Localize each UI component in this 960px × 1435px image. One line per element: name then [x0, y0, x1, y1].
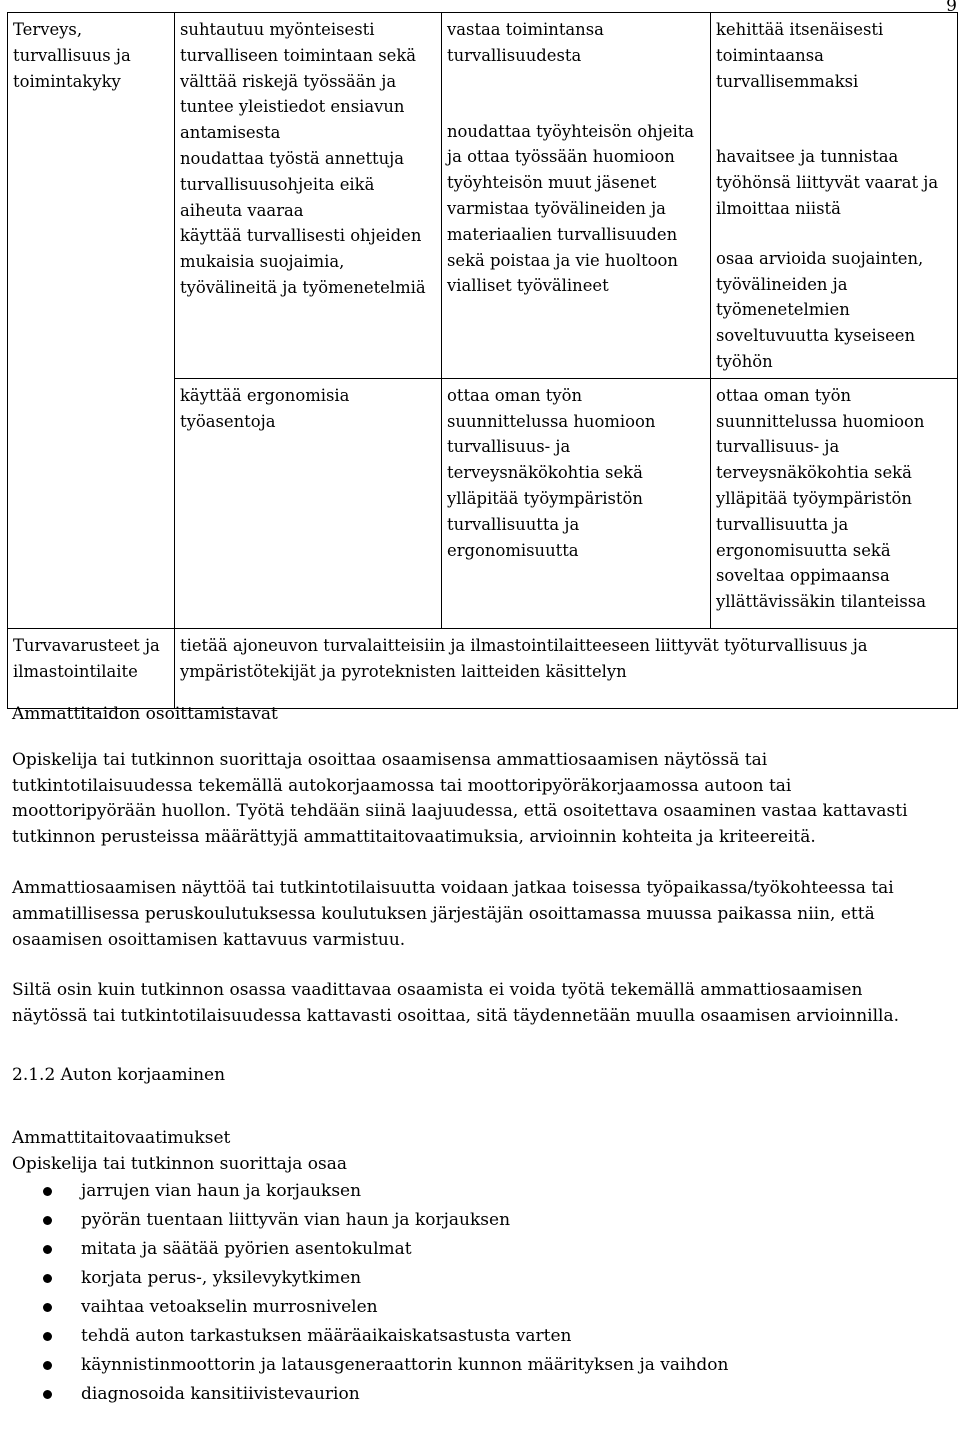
list-item-text: pyörän tuentaan liittyvän vian haun ja korjauksen: [81, 1210, 511, 1231]
criterion-text: osaa arvioida suojainten, työvälineiden ja työmenetelmien soveltuvuutta kyseiseen työhön: [716, 248, 924, 371]
topic-label: Terveys, turvallisuus ja toimintakyky: [13, 20, 131, 91]
table-cell: [442, 13, 711, 379]
criterion-text: suhtautuu myönteisesti turvalliseen toimintaan sekä välttää riskejä työssään ja tuntee yleistiedot ensiavun antamisesta: [180, 20, 417, 143]
topic-cell: [8, 628, 175, 708]
bullet-icon: [43, 1216, 52, 1225]
list-item-text: korjata perus-, yksilevykytkimen: [81, 1268, 362, 1289]
bullet-icon: [43, 1274, 52, 1283]
requirements-heading: Ammattitaitovaatimukset: [12, 1127, 231, 1148]
list-item: [12, 1322, 940, 1351]
criterion-text: ottaa oman työn suunnittelussa huomioon turvallisuus- ja terveysnäkökohtia sekä ylläpitää työympäristön turvallisuutta ja ergonomisuutta: [447, 385, 656, 560]
list-item-text: vaihtaa vetoakselin murrosnivelen: [81, 1297, 378, 1318]
list-item: [12, 1235, 940, 1264]
table-cell: [711, 13, 958, 379]
table-cell: [175, 13, 442, 379]
table-cell: [175, 378, 442, 628]
section-label: Ammattitaidon osoittamistavat: [12, 704, 278, 724]
criterion-text: varmistaa työvälineiden ja materiaalien turvallisuuden sekä poistaa ja vie huoltoon vialliset työvälineet: [447, 198, 678, 296]
list-item-text: käynnistinmoottorin ja latausgeneraattorin kunnon määrityksen ja vaihdon: [81, 1355, 729, 1376]
criterion-text: ottaa oman työn suunnittelussa huomioon turvallisuus- ja terveysnäkökohtia sekä ylläpitää työympäristön turvallisuutta ja ergonomisuutta sekä soveltaa oppimaansa yllättävissäkin tilanteissa: [716, 385, 927, 612]
criterion-text: kehittää itsenäisesti toimintaansa turvallisemmaksi: [716, 20, 884, 91]
criterion-text: vastaa toimintansa turvallisuudesta: [447, 20, 604, 65]
bullet-icon: [43, 1245, 52, 1254]
list-item: [12, 1177, 940, 1206]
list-item: [12, 1206, 940, 1235]
table-row: [8, 628, 958, 708]
bullet-icon: [43, 1332, 52, 1341]
body-paragraph: Ammattiosaamisen näyttöä tai tutkintotilaisuutta voidaan jatkaa toisessa työpaikassa/työkohteessa tai ammatillisessa peruskoulutuksessa koulutuksen järjestäjän osoittamassa muussa paikassa niin, että osaamisen osoittamisen kattavuus varmistuu.: [12, 877, 894, 950]
list-item: [12, 1351, 940, 1380]
criterion-text: käyttää turvallisesti ohjeiden mukaisia suojaimia, työvälineitä ja työmenetelmiä: [180, 226, 426, 297]
criterion-text: käyttää ergonomisia työasentoja: [180, 385, 350, 431]
criterion-text: tietää ajoneuvon turvalaitteisiin ja ilmastointilaitteeseen liittyvät työturvallisuus ja ympäristötekijät ja pyroteknisten laitteiden käsittelyn: [180, 635, 868, 681]
list-item: [12, 1264, 940, 1293]
topic-cell: [8, 13, 175, 629]
list-item-text: tehdä auton tarkastuksen määräaikaiskatsastusta varten: [81, 1326, 572, 1347]
bullet-icon: [43, 1303, 52, 1312]
bullet-icon: [43, 1187, 52, 1196]
list-item-text: mitata ja säätää pyörien asentokulmat: [81, 1239, 412, 1260]
document-body: [12, 702, 940, 1409]
body-paragraph: Siltä osin kuin tutkinnon osassa vaadittavaa osaamista ei voida työtä tekemällä ammattiosaamisen näytössä tai tutkintotilaisuudessa kattavasti osoittaa, sitä täydennetään muulla osaamisen arvioinnilla.: [12, 980, 900, 1027]
list-item-text: diagnosoida kansitiivistevaurion: [81, 1384, 360, 1405]
body-paragraph: Opiskelija tai tutkinnon suorittaja osoittaa osaamisensa ammattiosaamisen näytössä tai tutkintotilaisuudessa tekemällä autokorjaamossa tai moottoripyöräkorjaamossa autoon tai moottoripyörään huollon. Työtä tehdään siinä laajuudessa, että osoitettava osaaminen vastaa kattavasti tutkinnon perusteissa määrättyjä ammattitaitovaatimuksia, arvioinnin kohteita ja kriteereitä.: [12, 749, 908, 848]
assessment-criteria-table: [7, 12, 958, 709]
subsection-title: 2.1.2 Auton korjaaminen: [12, 1064, 226, 1085]
table-cell: [175, 628, 958, 708]
criterion-text: noudattaa työstä annettuja turvallisuusohjeita eikä aiheuta vaaraa: [180, 148, 405, 220]
list-item: [12, 1293, 940, 1322]
criterion-text: havaitsee ja tunnistaa työhönsä liittyvät vaarat ja ilmoittaa niistä: [716, 147, 939, 218]
bullet-icon: [43, 1390, 52, 1399]
table-row: [8, 13, 958, 379]
page-number: 9: [946, 0, 957, 16]
table-cell: [442, 378, 711, 628]
criterion-text: noudattaa työyhteisön ohjeita ja ottaa työssään huomioon työyhteisön muut jäsenet: [447, 121, 695, 193]
table-cell: [711, 378, 958, 628]
requirements-intro: Opiskelija tai tutkinnon suorittaja osaa: [12, 1153, 347, 1174]
bullet-icon: [43, 1361, 52, 1370]
requirements-list: [12, 1177, 940, 1409]
list-item: [12, 1380, 940, 1409]
list-item-text: jarrujen vian haun ja korjauksen: [81, 1181, 362, 1202]
topic-label: Turvavarusteet ja ilmastointilaite: [13, 635, 160, 681]
